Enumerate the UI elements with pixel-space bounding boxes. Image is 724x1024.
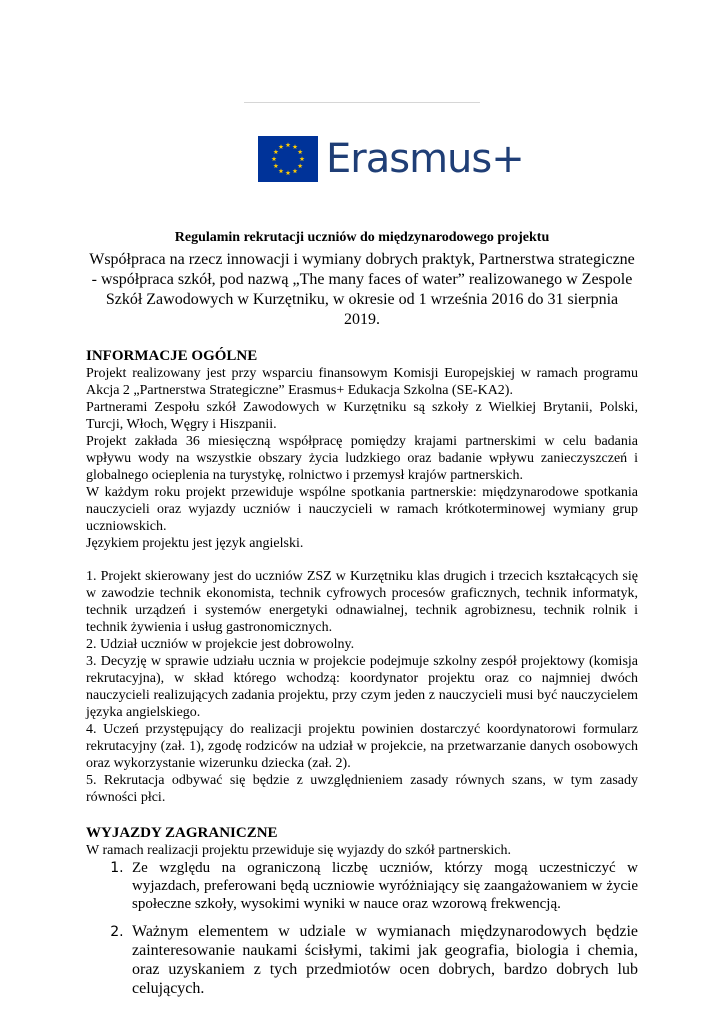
general-info-heading: INFORMACJE OGÓLNE <box>86 348 258 364</box>
general-paragraph: Językiem projektu jest język angielski. <box>86 536 304 551</box>
rule-item: 5. Rekrutacja odbywać się będzie z uwzględnieniem zasady równych szans, w tym zasady równości płci. <box>86 773 638 805</box>
trips-intro: W ramach realizacji projektu przewiduje się wyjazdy do szkół partnerskich. <box>86 843 512 858</box>
eu-star-icon <box>298 163 303 168</box>
eu-stars-icon <box>258 136 318 182</box>
logo-text: Erasmus+ <box>326 136 524 182</box>
eu-star-icon <box>273 149 278 154</box>
rule-item: 4. Uczeń przystępujący do realizacji projektu powinien dostarczyć koordynatorowi formularz rekrutacyjny (zał. 1), zgodę rodziców na udział w projekcie, na przetwarzanie danych osobowych oraz wykorzystanie wizerunku dziecka (zał. 2). <box>86 722 638 771</box>
general-paragraph: Partnerami Zespołu szkół Zawodowych w Kurzętniku są szkoły z Wielkiej Brytanii, Polski, Turcji, Włoch, Węgry i Hiszpanii. <box>86 400 638 432</box>
rule-item: 2. Udział uczniów w projekcie jest dobrowolny. <box>86 637 355 652</box>
document-subtitle: Współpraca na rzecz innowacji i wymiany dobrych praktyk, Partnerstwa strategiczne - współpraca szkół, pod nazwą „The many faces of water” realizowanego w Zespole Szkół Zawodowych w Kurzętniku, w okresie od 1 września 2016 do 31 sierpnia 2019. <box>89 251 635 328</box>
eu-star-icon <box>293 169 298 174</box>
eu-star-icon <box>272 156 277 161</box>
general-paragraph: Projekt zakłada 36 miesięczną współpracę pomiędzy krajami partnerskimi w celu badania wpływu wody na wszystkie obszary życia ludzkiego oraz badanie wpływu zanieczyszczeń i globalnego ocieplenia na turystykę, rolnictwo i przemysł krajów partnerskich. <box>86 434 638 483</box>
rule-item: 1. Projekt skierowany jest do uczniów ZSZ w Kurzętniku klas drugich i trzecich kształcących się w zawodzie technik ekonomista, technik cyfrowych procesów graficznych, technik informatyk, technik urządzeń i systemów energetyki odnawialnej, technik agrobiznesu, technik rolnik i technik żywienia i usług gastronomicznych. <box>86 569 638 635</box>
general-paragraph: Projekt realizowany jest przy wsparciu finansowym Komisji Europejskiej w ramach programu Akcja 2 „Partnerstwa Strategiczne” Erasmus+ Edukacja Szkolna (SE-KA2). <box>86 366 638 398</box>
trips-list-item: 1. Ze względu na ograniczoną liczbę uczniów, którzy mogą uczestniczyć w wyjazdach, preferowani będą uczniowie wyróżniający się zaangażowaniem w życie społeczne szkoły, wysokimi wyniki w nauce oraz wzorową frekwencją. <box>128 859 638 913</box>
eu-star-icon <box>273 163 278 168</box>
trips-list <box>86 859 638 998</box>
trips-heading: WYJAZDY ZAGRANICZNE <box>86 825 278 841</box>
eu-star-icon <box>279 169 284 174</box>
eu-star-icon <box>298 149 303 154</box>
rule-item: 3. Decyzję w sprawie udziału ucznia w projekcie podejmuje szkolny zespół projektowy (komisja rekrutacyjna), w skład którego wchodzą: koordynator projektu oraz co najmniej dwóch nauczycieli realizujących zadania projektu, przy czym jeden z nauczycieli musi być nauczycielem języka angielskiego. <box>86 654 638 720</box>
spacer <box>86 806 638 824</box>
eu-star-icon <box>279 144 284 149</box>
trips-list-item: 2. Ważnym elementem w udziale w wymianach międzynarodowych będzie zainteresowanie naukami ścisłymi, takimi jak geografia, biologia i chemia, oraz uzyskaniem z tych przedmiotów ocen dobrych, bardzo dobrych lub celujących. <box>128 922 638 998</box>
spacer <box>86 552 638 568</box>
eu-star-icon <box>286 142 291 147</box>
eu-star-icon <box>293 144 298 149</box>
document-title: Regulamin rekrutacji uczniów do międzynarodowego projektu <box>174 230 550 245</box>
erasmus-logo <box>258 136 524 186</box>
eu-star-icon <box>286 170 291 175</box>
header-divider <box>244 102 480 103</box>
eu-star-icon <box>300 156 305 161</box>
eu-flag-icon <box>258 136 318 182</box>
general-paragraph: W każdym roku projekt przewiduje wspólne spotkania partnerskie: międzynarodowe spotkania nauczycieli oraz wyjazdy uczniów i nauczycieli w ramach krótkoterminowej wymiany grup uczniowskich. <box>86 485 638 534</box>
document-body <box>86 228 638 1007</box>
